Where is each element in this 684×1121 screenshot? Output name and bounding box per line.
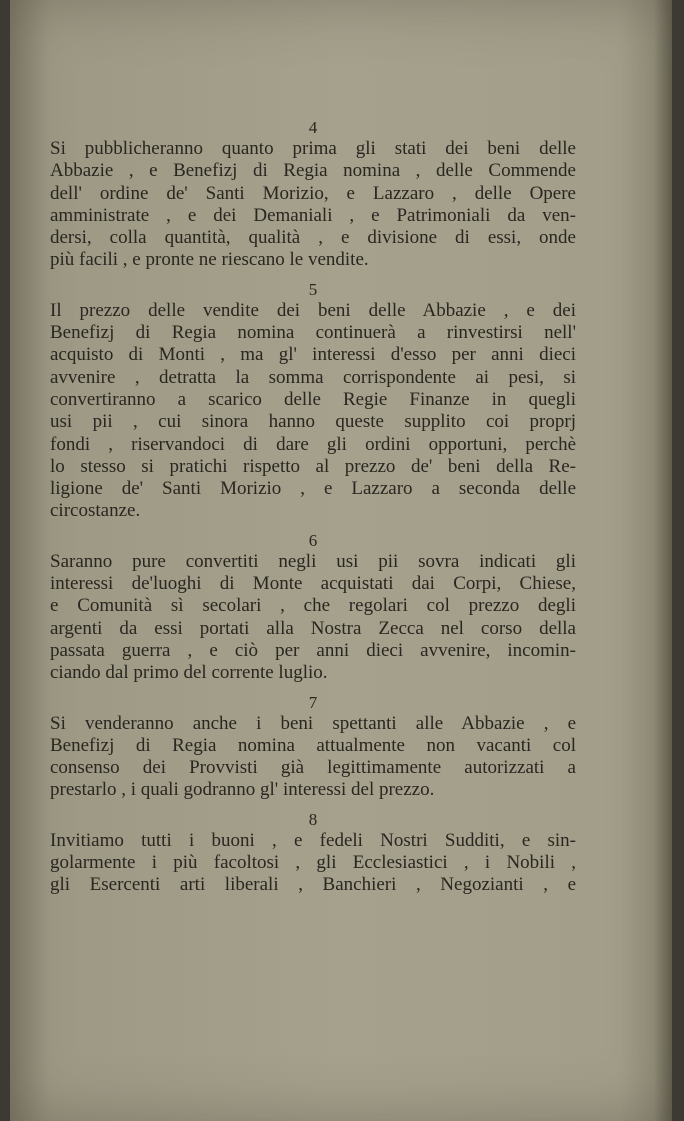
text-line: Si venderanno anche i beni spettanti alle Abbazie , e <box>50 712 576 734</box>
section-number: 7 <box>308 692 318 712</box>
paragraph <box>50 300 576 523</box>
text-line: avvenire , detratta la somma corrispondente ai pesi, si <box>50 366 576 388</box>
text-line: interessi de'luoghi di Monte acquistati dai Corpi, Chiese, <box>50 573 576 595</box>
page-text <box>50 118 576 905</box>
text-line: gli Esercenti arti liberali , Banchieri , Negozianti , e <box>50 874 576 896</box>
text-line: argenti da essi portati alla Nostra Zecca nel corso della <box>50 617 576 639</box>
text-line: usi pii , cui sinora hanno queste supplito coi proprj <box>50 411 576 433</box>
text-line: ciando dal primo del corrente luglio. <box>50 662 328 684</box>
text-line: ligione de' Santi Morizio , e Lazzaro a seconda delle <box>50 478 576 500</box>
text-line: Invitiamo tutti i buoni , e fedeli Nostri Sudditi, e sin- <box>50 829 576 851</box>
text-line: Benefizj di Regia nomina continuerà a rinvestirsi nell' <box>50 322 576 344</box>
paragraph <box>50 138 576 272</box>
section-number: 6 <box>308 530 318 550</box>
text-line: dersi, colla quantità, qualità , e divisione di essi, onde <box>50 227 576 249</box>
text-line: Benefizj di Regia nomina attualmente non vacanti col <box>50 734 576 756</box>
paragraph <box>50 713 576 802</box>
section-number: 8 <box>308 809 318 829</box>
text-line: amministrate , e dei Demaniali , e Patrimoniali da ven- <box>50 204 576 226</box>
text-line: prestarlo , i quali godranno gl' interessi del prezzo. <box>50 779 435 801</box>
paragraph <box>50 830 576 897</box>
text-line: passata guerra , e ciò per anni dieci avvenire, incomin- <box>50 639 576 661</box>
text-line: e Comunità sì secolari , che regolari col prezzo degli <box>50 595 576 617</box>
section-number: 4 <box>308 118 318 137</box>
text-line: convertiranno a scarico delle Regie Finanze in quegli <box>50 388 576 410</box>
text-line: Saranno pure convertiti negli usi pii sovra indicati gli <box>50 550 576 572</box>
page-gutter-shadow <box>654 0 672 1121</box>
text-line: circostanze. <box>50 500 141 522</box>
text-line: più facili , e pronte ne riescano le vendite. <box>50 249 369 271</box>
paragraph <box>50 551 576 685</box>
book-page <box>10 0 672 1121</box>
text-line: dell' ordine de' Santi Morizio, e Lazzaro , delle Opere <box>50 182 576 204</box>
section-number: 5 <box>308 279 318 299</box>
text-line: Il prezzo delle vendite dei beni delle Abbazie , e dei <box>50 299 576 321</box>
text-line: consenso dei Provvisti già legittimamente autorizzati a <box>50 757 576 779</box>
text-line: acquisto di Monti , ma gl' interessi d'esso per anni dieci <box>50 344 576 366</box>
text-line: lo stesso si pratichi rispetto al prezzo de' beni della Re- <box>50 455 576 477</box>
text-line: Abbazie , e Benefizj di Regia nomina , delle Commende <box>50 160 576 182</box>
text-line: golarmente i più facoltosi , gli Ecclesiastici , i Nobili , <box>50 852 576 874</box>
text-line: Si pubblicheranno quanto prima gli stati dei beni delle <box>50 138 576 159</box>
text-line: fondi , riservandoci di dare gli ordini opportuni, perchè <box>50 433 576 455</box>
